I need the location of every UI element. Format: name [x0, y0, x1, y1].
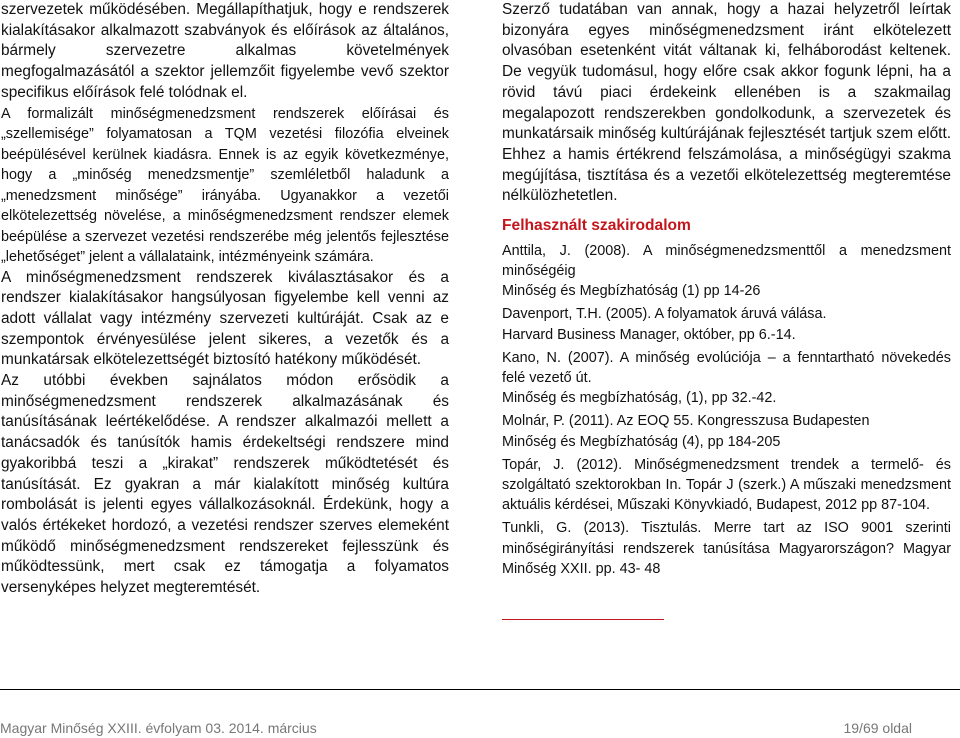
- references-list: [502, 241, 951, 579]
- reference-line: Kano, N. (2007). A minőség evolúciója – a fenntartható növekedés felé vezető út.: [502, 349, 951, 386]
- reference-item: [502, 348, 951, 409]
- references-end-rule: [502, 619, 664, 620]
- footer-journal-info: Magyar Minőség XXIII. évfolyam 03. 2014. március: [0, 720, 317, 736]
- reference-line: Minőség és megbízhatóság, (1), pp 32.-42.: [502, 390, 777, 407]
- reference-line: Molnár, P. (2011). Az EOQ 55. Kongresszusa Budapesten: [502, 413, 870, 430]
- footer-divider: [0, 689, 960, 690]
- references-heading: Felhasznált szakirodalom: [502, 217, 691, 235]
- left-paragraph-3: A minőségmenedzsment rendszerek kiválasztásakor és a rendszer kialakításakor hangsúlyosan figyelembe kell venni az adott vállalat vagy intézmény szervezeti kultúráját. Csak az e szempontok érvényesülése jelent sikeres, a vezetők és a munkatársak elkötelezettségét biztosító hatékony működését.: [1, 268, 449, 369]
- reference-line: Anttila, J. (2008). A minőségmenedzsmenttől a menedzsment minőségéig: [502, 242, 951, 279]
- left-paragraph-2: A formalizált minőségmenedzsment rendszerek előírásai és „szellemisége” folyamatosan a TQM vezetési filozófia elveinek beépülésével kerülnek kiadásra. Ennek is az egyik következménye, hogy a „minőség menedzsmentje” szemléletből haladunk a „menedzsment minősége” irányába. Ugyanakkor a vezetői elkötelezettség növelése, a minőségmenedzsment rendszer elemek beépülése a szervezet vezetési rendszerébe még jelentős fejlesztése „lehetőséget” jelent a vállalataink, intézményeink számára.: [1, 105, 449, 266]
- reference-item: [502, 455, 951, 516]
- left-paragraph-4: Az utóbbi években sajnálatos módon erősödik a minőségmenedzsment rendszerek alkalmazásának és tanúsításának leértékelődése. A rendszer alkalmazói mellett a tanácsadók és tanúsítók hamis érdekeltségi rendszere mind gyakoribbá teszi a „kirakat” rendszerek működtetését és tanúsítását. Ez gyakran a már kialakított minőség kultúra rombolását is jelenti egyes vállalkozásoknál. Érdekünk, hogy a valós értékeket hordozó, a vezetési rendszer szerves elemeként működő minőségmenedzsment rendszereket fejlesszünk és működtessünk, mert csak ez támogatja a folyamatos versenyképes helyzet megteremtését.: [1, 372, 449, 597]
- reference-item: [502, 304, 951, 344]
- footer-page-number: 19/69 oldal: [843, 720, 912, 736]
- left-paragraph-1: szervezetek működésében. Megállapíthatjuk, hogy e rendszerek kialakításakor alkalmazott szabványok és előírások az általános, bármely szervezetre alkalmas követelmények megfogalmazásától a szektor jellemzőit figyelembe vevő szektor specifikus előírások felé tolódnak el.: [1, 1, 449, 101]
- right-column: [502, 0, 951, 582]
- reference-item: [502, 518, 951, 579]
- reference-item: [502, 411, 951, 451]
- reference-line: Davenport, T.H. (2005). A folyamatok áruvá válása.: [502, 306, 827, 323]
- reference-line: Tunkli, G. (2013). Tisztulás. Merre tart az ISO 9001 szerinti minőségirányítási rendszerek tanúsítása Magyarországon? Magyar Minőség XXII. pp. 43- 48: [502, 520, 951, 577]
- reference-line: Minőség és Megbízhatóság (1) pp 14-26: [502, 283, 761, 300]
- right-paragraph-1: Szerző tudatában van annak, hogy a hazai helyzetről leírtak bizonyára egyes minőségmenedzsment iránt elkötelezett olvasóban esetenként vitát váltanak ki, felháborodást keltenek. De vegyük tudomásul, hogy előre csak akkor fogunk lépni, ha a rövid távú piaci érdekeink ellenében is a szakmailag megalapozott rendszerekben gondolkodunk, a szervezetek és munkatársaik minőség kultúrájának fejlesztését tartjuk szem előtt. Ehhez a hamis értékrend felszámolása, a minőségügyi szakma megújítása, tisztítása és a vezetői elkötelezettség megteremtése nélkülözhetetlen.: [502, 1, 951, 205]
- reference-line: Minőség és Megbízhatóság (4), pp 184-205: [502, 433, 781, 450]
- reference-line: Topár, J. (2012). Minőségmenedzsment trendek a termelő- és szolgáltató szektorokban In. Topár J (szerk.) A műszaki menedzsment aktuális kérdései, Műszaki Könyvkiadó, Budapest, 2012 pp 87-104.: [502, 456, 951, 514]
- left-column: [1, 0, 449, 599]
- reference-item: [502, 241, 951, 302]
- reference-line: Harvard Business Manager, október, pp 6.-14.: [502, 326, 796, 343]
